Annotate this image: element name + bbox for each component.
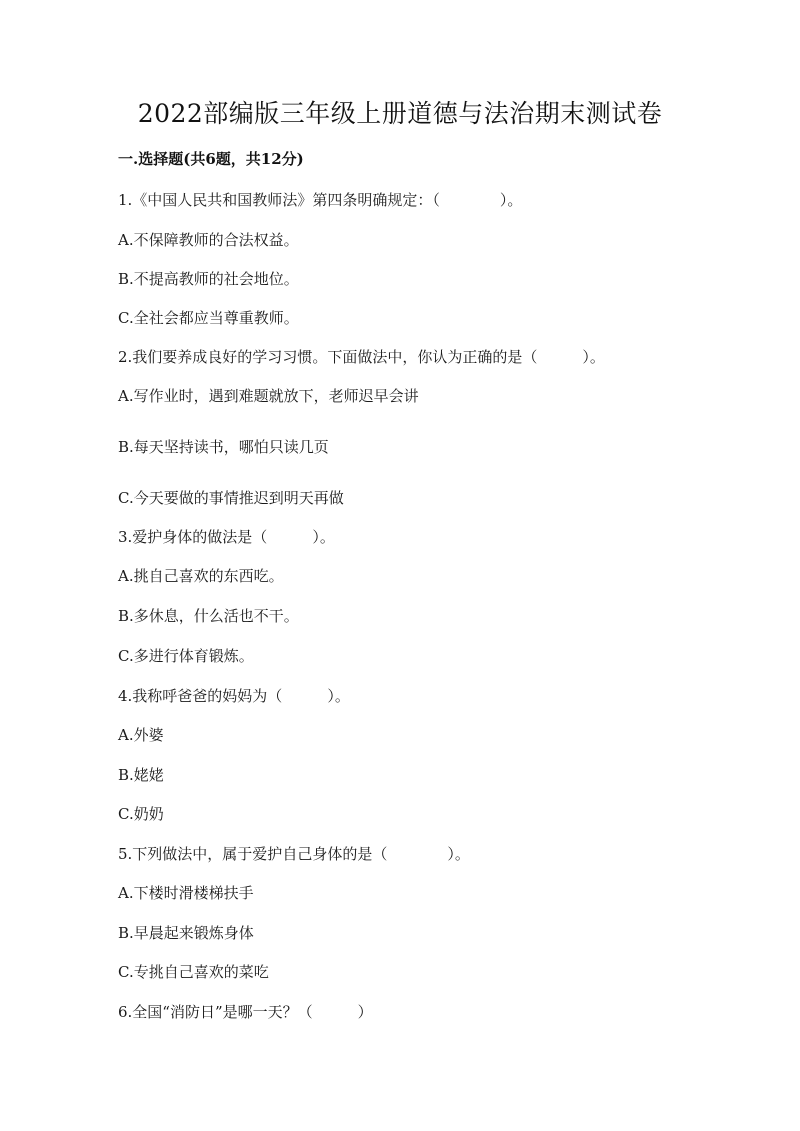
question-4-option-c: C.奶奶 xyxy=(118,805,164,823)
question-1-stem: 1.《中国人民共和国教师法》第四条明确规定：（ ）。 xyxy=(118,191,523,209)
question-3-option-b: B.多休息，什么活也不干。 xyxy=(118,607,299,625)
question-5-option-b: B.早晨起来锻炼身体 xyxy=(118,924,254,942)
page-title: 2022部编版三年级上册道德与法治期末测试卷 xyxy=(137,99,663,128)
question-2-option-c: C.今天要做的事情推迟到明天再做 xyxy=(118,489,344,507)
question-6-stem: 6.全国“消防日”是哪一天？（ ） xyxy=(118,1003,373,1021)
question-5-stem: 5.下列做法中，属于爱护自己身体的是（ ）。 xyxy=(118,845,470,863)
question-1-option-b: B.不提高教师的社会地位。 xyxy=(118,270,299,288)
question-2-stem: 2.我们要养成良好的学习习惯。下面做法中，你认为正确的是（ ）。 xyxy=(118,348,605,366)
question-3-option-c: C.多进行体育锻炼。 xyxy=(118,647,254,665)
question-1-option-a: A.不保障教师的合法权益。 xyxy=(118,231,299,249)
question-4-option-b: B.姥姥 xyxy=(118,766,164,784)
question-2-option-b: B.每天坚持读书，哪怕只读几页 xyxy=(118,438,329,456)
question-5-option-c: C.专挑自己喜欢的菜吃 xyxy=(118,963,269,981)
question-1-option-c: C.全社会都应当尊重教师。 xyxy=(118,309,299,327)
section-heading: 一.选择题(共6题，共12分) xyxy=(118,150,304,168)
question-3-stem: 3.爱护身体的做法是（ ）。 xyxy=(118,528,335,546)
question-4-stem: 4.我称呼爸爸的妈妈为（ ）。 xyxy=(118,687,350,705)
question-4-option-a: A.外婆 xyxy=(118,726,164,744)
question-2-option-a: A.写作业时，遇到难题就放下，老师迟早会讲 xyxy=(118,387,419,405)
question-5-option-a: A.下楼时滑楼梯扶手 xyxy=(118,884,254,902)
question-3-option-a: A.挑自己喜欢的东西吃。 xyxy=(118,567,284,585)
